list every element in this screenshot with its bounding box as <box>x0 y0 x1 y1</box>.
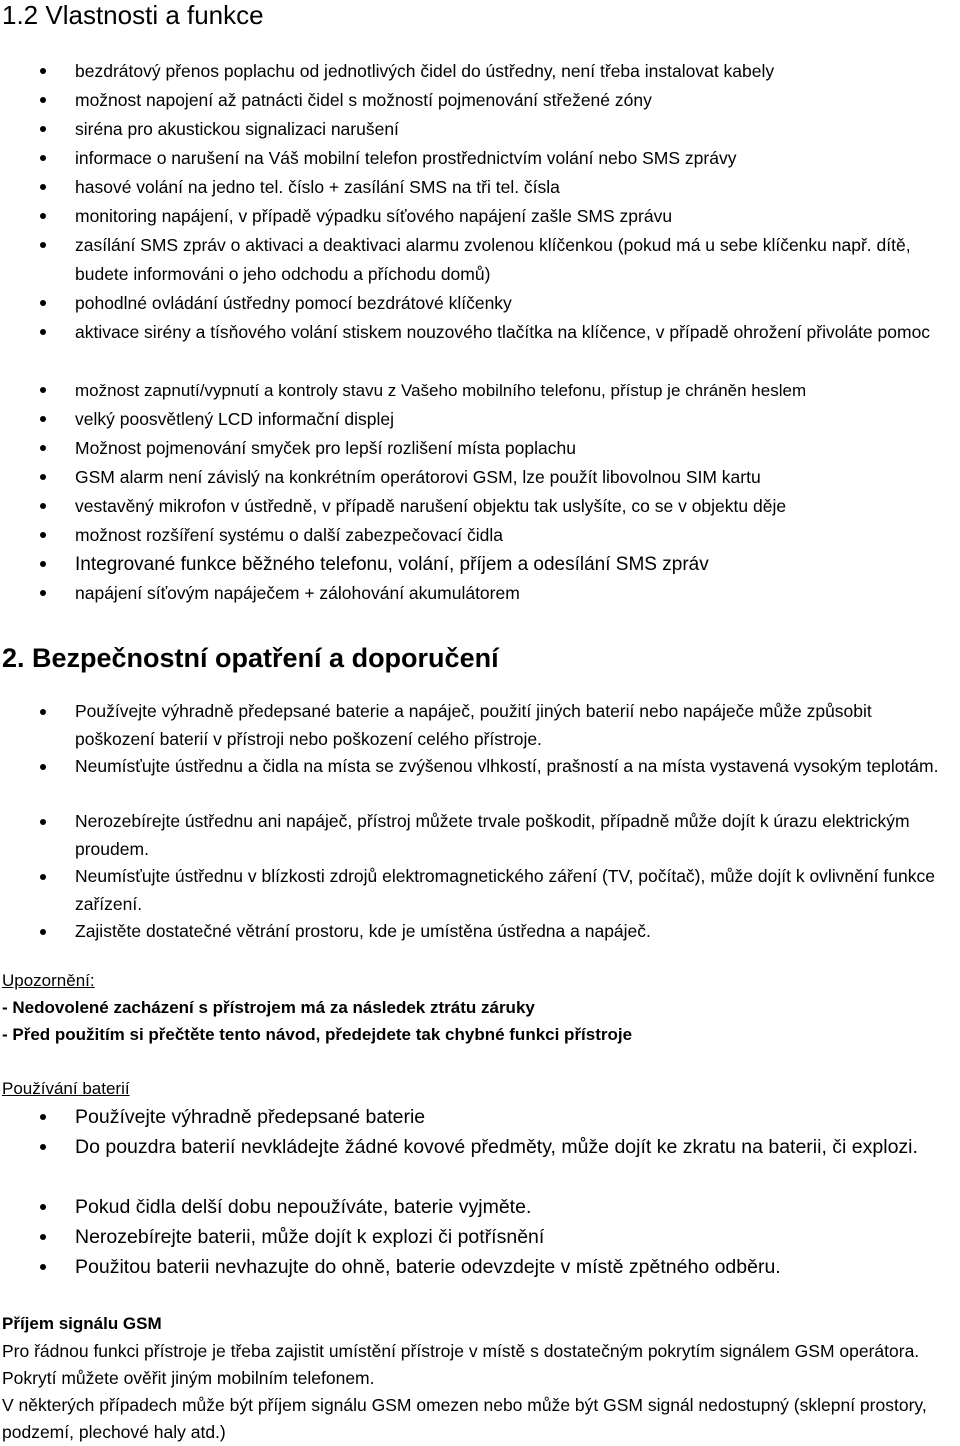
warning-heading: Upozornění: <box>2 971 95 990</box>
list-item: Nerozebírejte baterii, může dojít k explozi či potřísnění <box>0 1222 960 1252</box>
list-item: napájení síťovým napáječem + zálohování akumulátorem <box>0 579 960 608</box>
safety-list <box>0 698 960 946</box>
bullet-icon <box>40 242 46 248</box>
bullet-icon <box>40 1234 46 1240</box>
bullet-icon <box>40 184 46 190</box>
list-item: Používejte výhradně předepsané baterie a napáječ, použití jiných baterií nebo napáječe může způsobit poškození baterií v přístroji nebo poškození celého přístroje. <box>0 698 960 753</box>
bullet-icon <box>40 126 46 132</box>
list-item: siréna pro akustickou signalizaci narušení <box>0 115 960 144</box>
list-item: hasové volání na jedno tel. číslo + zasílání SMS na tři tel. čísla <box>0 173 960 202</box>
list-item: aktivace sirény a tísňového volání stiskem nouzového tlačítka na klíčence, v případě ohrožení přivoláte pomoc <box>0 318 960 376</box>
bullet-icon <box>40 1204 46 1210</box>
list-item: zasílání SMS zpráv o aktivaci a deaktivaci alarmu zvolenou klíčenkou (pokud má u sebe klíčenku např. dítě, budete informováni o jeho odchodu a příchodu domů) <box>0 231 960 289</box>
bullet-icon <box>40 329 46 335</box>
list-item: informace o narušení na Váš mobilní telefon prostřednictvím volání nebo SMS zprávy <box>0 144 960 173</box>
list-item: Nerozebírejte ústřednu ani napáječ, přístroj můžete trvale poškodit, případně může dojít k úrazu elektrickým proudem. <box>0 808 960 863</box>
bullet-icon <box>40 416 46 422</box>
list-item: Neumísťujte ústřednu v blízkosti zdrojů elektromagnetického záření (TV, počítač), může dojít k ovlivnění funkce zařízení. <box>0 863 960 918</box>
list-item: možnost zapnutí/vypnutí a kontroly stavu z Vašeho mobilního telefonu, přístup je chráněn heslem <box>0 376 960 405</box>
bullet-icon <box>40 709 46 715</box>
list-item: Pokud čidla delší dobu nepoužíváte, baterie vyjměte. <box>0 1192 960 1222</box>
list-item: bezdrátový přenos poplachu od jednotlivých čidel do ústředny, není třeba instalovat kabely <box>0 57 960 86</box>
bullet-icon <box>40 874 46 880</box>
bullet-icon <box>40 590 46 596</box>
gsm-paragraph-2: V některých případech může být příjem signálu GSM omezen nebo může být GSM signál nedostupný (sklepní prostory, podzemí, plechové haly atd.) <box>2 1395 927 1442</box>
list-item: vestavěný mikrofon v ústředně, v případě narušení objektu tak uslyšíte, co se v objektu děje <box>0 492 960 521</box>
gsm-paragraph-1: Pro řádnou funkci přístroje je třeba zajistit umístění přístroje v místě s dostatečným pokrytím signálem GSM operátora. Pokrytí můžete ověřit jiným mobilním telefonem. <box>2 1341 920 1388</box>
list-item: Používejte výhradně předepsané baterie <box>0 1102 960 1132</box>
list-item: monitoring napájení, v případě výpadku síťového napájení zašle SMS zprávu <box>0 202 960 231</box>
bullet-icon <box>40 561 46 567</box>
list-item: Integrované funkce běžného telefonu, volání, příjem a odesílání SMS zpráv <box>0 550 960 579</box>
list-item: Použitou baterii nevhazujte do ohně, baterie odevzdejte v místě zpětného odběru. <box>0 1252 960 1282</box>
bullet-icon <box>40 387 46 393</box>
batteries-list <box>0 1102 960 1282</box>
bullet-icon <box>40 1144 46 1150</box>
bullet-icon <box>40 1114 46 1120</box>
bullet-icon <box>40 474 46 480</box>
bullet-icon <box>40 445 46 451</box>
bullet-icon <box>40 929 46 935</box>
warning-line-1: - Nedovolené zacházení s přístrojem má za následek ztrátu záruky <box>2 998 535 1017</box>
list-item: Do pouzdra baterií nevkládejte žádné kovové předměty, může dojít ke zkratu na baterii, či explozi. <box>0 1132 960 1192</box>
bullet-icon <box>40 503 46 509</box>
list-item: velký poosvětlený LCD informační displej <box>0 405 960 434</box>
bullet-icon <box>40 1264 46 1270</box>
bullet-icon <box>40 764 46 770</box>
list-item: Neumísťujte ústřednu a čidla na místa se zvýšenou vlhkostí, prašností a na místa vystavená vysokým teplotám. <box>0 753 960 808</box>
bullet-icon <box>40 819 46 825</box>
bullet-icon <box>40 97 46 103</box>
list-item: možnost napojení až patnácti čidel s možností pojmenování střežené zóny <box>0 86 960 115</box>
warning-line-2: - Před použitím si přečtěte tento návod, předejdete tak chybné funkci přístroje <box>2 1025 633 1044</box>
batteries-heading: Používání baterií <box>2 1079 130 1098</box>
list-item: Možnost pojmenování smyček pro lepší rozlišení místa poplachu <box>0 434 960 463</box>
bullet-icon <box>40 532 46 538</box>
gsm-heading: Příjem signálu GSM <box>2 1314 162 1333</box>
bullet-icon <box>40 68 46 74</box>
list-item: GSM alarm není závislý na konkrétním operátorovi GSM, lze použít libovolnou SIM kartu <box>0 463 960 492</box>
list-item: Zajistěte dostatečné větrání prostoru, kde je umístěna ústředna a napáječ. <box>0 918 960 946</box>
section-1-2-heading: 1.2 Vlastnosti a funkce <box>2 0 264 30</box>
list-item: možnost rozšíření systému o další zabezpečovací čidla <box>0 521 960 550</box>
features-list <box>0 57 960 608</box>
bullet-icon <box>40 300 46 306</box>
list-item: pohodlné ovládání ústředny pomocí bezdrátové klíčenky <box>0 289 960 318</box>
section-2-heading: 2. Bezpečnostní opatření a doporučení <box>2 643 499 673</box>
bullet-icon <box>40 155 46 161</box>
bullet-icon <box>40 213 46 219</box>
